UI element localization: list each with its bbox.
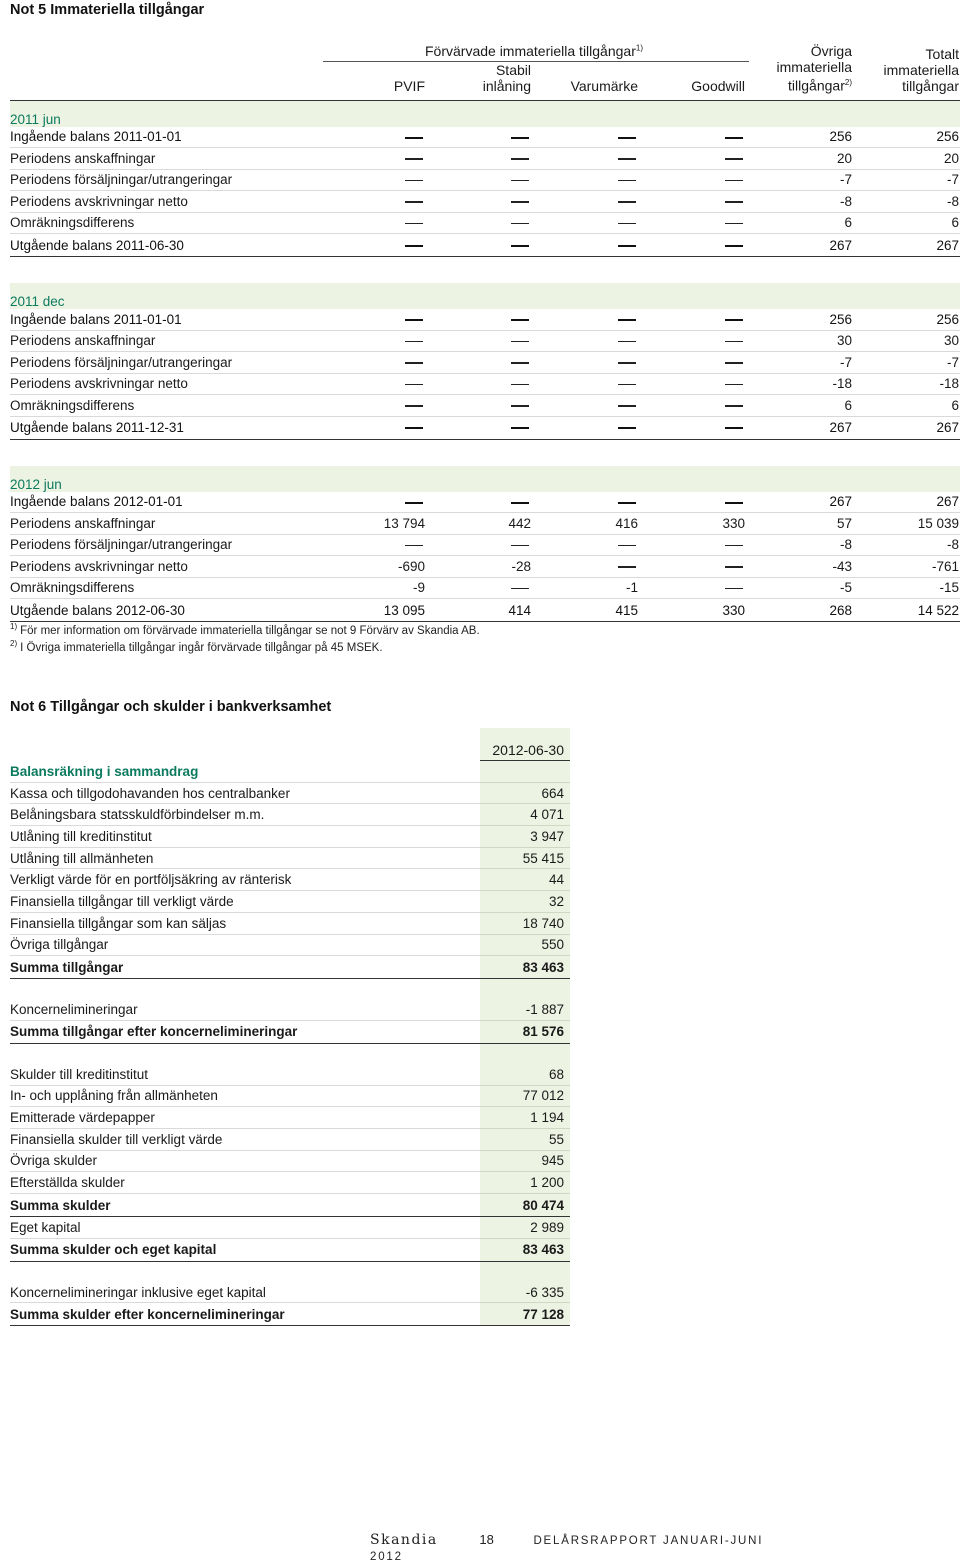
- section-gap: [10, 439, 960, 466]
- table-row: [10, 395, 960, 417]
- row-label: Utgående balans 2011-12-31: [10, 416, 323, 439]
- row-value: 945: [480, 1150, 570, 1172]
- value-cell: -690: [323, 556, 429, 578]
- row-value: 83 463: [480, 1238, 570, 1261]
- value-cell: -8: [749, 534, 856, 556]
- row-value: 83 463: [480, 956, 570, 979]
- table-row: [10, 599, 960, 622]
- dash-cell: [429, 395, 535, 417]
- dash-cell: [535, 373, 642, 395]
- row-label: Belåningsbara statsskuldförbindelser m.m.: [10, 804, 480, 826]
- value-cell: 330: [642, 599, 749, 622]
- value-cell: 415: [535, 599, 642, 622]
- dash-cell: [535, 148, 642, 170]
- value-cell: 267: [749, 234, 856, 257]
- dash-cell: [642, 148, 749, 170]
- dash-cell: [323, 534, 429, 556]
- dash-cell: [429, 309, 535, 330]
- dash-cell: [535, 127, 642, 148]
- dash-cell: [535, 352, 642, 374]
- value-cell: -5: [749, 577, 856, 599]
- row-value: 550: [480, 934, 570, 956]
- row-label: Periodens försäljningar/utrangeringar: [10, 352, 323, 374]
- value-cell: 6: [856, 395, 960, 417]
- row-label: Periodens avskrivningar netto: [10, 373, 323, 395]
- row-label: Utgående balans 2012-06-30: [10, 599, 323, 622]
- footnote-1: $^{1)}$ För mer information om förvärvade immateriella tillgångar se not 9 Förvärv av Skandia AB.: [10, 622, 480, 637]
- row-label: Summa tillgångar: [10, 956, 480, 979]
- dash-cell: [642, 395, 749, 417]
- table-row: [10, 1172, 570, 1194]
- row-value: 4 071: [480, 804, 570, 826]
- table-row: [10, 891, 570, 913]
- total-row: [10, 1020, 570, 1043]
- dash-cell: [535, 534, 642, 556]
- report-title: DELÅRSRAPPORT JANUARI-JUNI 2012: [370, 1535, 764, 1563]
- row-label: Koncernelimineringar inklusive eget kapital: [10, 1282, 480, 1303]
- dash-cell: [323, 191, 429, 213]
- value-cell: 267: [749, 492, 856, 513]
- col-stabil-inlaning: Stabil inlåning: [482, 62, 531, 94]
- value-cell: -18: [749, 373, 856, 395]
- row-label: Kassa och tillgodohavanden hos centralbanker: [10, 782, 480, 804]
- dash-cell: [429, 373, 535, 395]
- table-row: [10, 1064, 570, 1085]
- row-label: Ingående balans 2012-01-01: [10, 492, 323, 513]
- dash-cell: [642, 191, 749, 213]
- section-heading: Balansräkning i sammandrag: [10, 761, 480, 783]
- note5-table: [10, 40, 959, 622]
- value-cell: 256: [856, 309, 960, 330]
- value-cell: 256: [749, 309, 856, 330]
- table-row: [10, 1150, 570, 1172]
- dash-cell: [642, 492, 749, 513]
- dash-cell: [429, 352, 535, 374]
- dash-cell: [642, 212, 749, 234]
- row-label: Summa skulder efter koncernelimineringar: [10, 1303, 480, 1326]
- value-cell: 442: [429, 513, 535, 535]
- footnote-2: $^{2)}$ I Övriga immateriella tillgångar ingår förvärvade tillgångar på 45 MSEK.: [10, 639, 383, 654]
- table-row: [10, 416, 960, 439]
- dash-cell: [535, 191, 642, 213]
- value-cell: 414: [429, 599, 535, 622]
- page-footer: [370, 1532, 790, 1563]
- row-value: 3 947: [480, 826, 570, 848]
- table-row: [10, 127, 960, 148]
- date-header: 2012-06-30: [480, 728, 570, 761]
- dash-cell: [323, 212, 429, 234]
- row-label: Finansiella skulder till verkligt värde: [10, 1128, 480, 1150]
- dash-cell: [535, 212, 642, 234]
- value-cell: 267: [749, 416, 856, 439]
- row-label: Summa skulder och eget kapital: [10, 1238, 480, 1261]
- dash-cell: [642, 234, 749, 257]
- dash-cell: [323, 169, 429, 191]
- row-value: 1 200: [480, 1172, 570, 1194]
- value-cell: -18: [856, 373, 960, 395]
- table-row: [10, 1128, 570, 1150]
- col-ovriga: Övriga immateriella tillgångar$^{2)}$: [776, 43, 852, 94]
- row-label: Ingående balans 2011-01-01: [10, 127, 323, 148]
- spacer-row: [10, 1261, 570, 1282]
- dash-cell: [642, 330, 749, 352]
- table-row: [10, 1107, 570, 1129]
- dash-cell: [323, 234, 429, 257]
- spacer-row: [10, 1043, 570, 1064]
- table-row: [10, 782, 570, 804]
- row-label: Ingående balans 2011-01-01: [10, 309, 323, 330]
- dash-cell: [429, 169, 535, 191]
- dash-cell: [642, 416, 749, 439]
- dash-cell: [323, 330, 429, 352]
- note6-title: Not 6 Tillgångar och skulder i bankverksamhet: [10, 699, 332, 715]
- dash-cell: [535, 395, 642, 417]
- period-heading: 2011 jun: [10, 100, 323, 127]
- dash-cell: [323, 373, 429, 395]
- table-row: [10, 513, 960, 535]
- value-cell: 267: [856, 492, 960, 513]
- table-row: [10, 934, 570, 956]
- value-cell: 57: [749, 513, 856, 535]
- page-number: 18: [479, 1532, 494, 1547]
- value-cell: 30: [749, 330, 856, 352]
- value-cell: 6: [856, 212, 960, 234]
- value-cell: -43: [749, 556, 856, 578]
- table-row: [10, 847, 570, 869]
- value-cell: -7: [749, 352, 856, 374]
- period-heading-row: [10, 100, 960, 127]
- col-varumarke: Varumärke: [570, 78, 638, 94]
- value-cell: 30: [856, 330, 960, 352]
- table-row: [10, 212, 960, 234]
- value-cell: -7: [856, 169, 960, 191]
- row-label: Utlåning till kreditinstitut: [10, 826, 480, 848]
- row-value: -1 887: [480, 999, 570, 1020]
- table-row: [10, 191, 960, 213]
- value-cell: -1: [535, 577, 642, 599]
- row-value: 2 989: [480, 1217, 570, 1239]
- row-label: Övriga skulder: [10, 1150, 480, 1172]
- value-cell: -28: [429, 556, 535, 578]
- dash-cell: [323, 395, 429, 417]
- row-value: 664: [480, 782, 570, 804]
- value-cell: 15 039: [856, 513, 960, 535]
- dash-cell: [323, 416, 429, 439]
- row-label: Utgående balans 2011-06-30: [10, 234, 323, 257]
- col-goodwill: Goodwill: [691, 78, 745, 94]
- section-gap: [10, 257, 960, 284]
- row-label: Koncernelimineringar: [10, 999, 480, 1020]
- row-value: 18 740: [480, 912, 570, 934]
- row-label: Summa skulder: [10, 1194, 480, 1217]
- row-label: Periodens avskrivningar netto: [10, 191, 323, 213]
- value-cell: 256: [856, 127, 960, 148]
- period-heading: 2011 dec: [10, 283, 323, 309]
- table-row: [10, 869, 570, 891]
- dash-cell: [535, 492, 642, 513]
- row-label: Finansiella tillgångar som kan säljas: [10, 912, 480, 934]
- dash-cell: [429, 492, 535, 513]
- dash-cell: [429, 234, 535, 257]
- table-row: [10, 1085, 570, 1107]
- dash-cell: [535, 556, 642, 578]
- dash-cell: [535, 330, 642, 352]
- row-label: Eget kapital: [10, 1217, 480, 1239]
- dash-cell: [535, 234, 642, 257]
- row-label: In- och upplåning från allmänheten: [10, 1085, 480, 1107]
- value-cell: 6: [749, 395, 856, 417]
- table-row: [10, 556, 960, 578]
- value-cell: 330: [642, 513, 749, 535]
- row-label: Omräkningsdifferens: [10, 212, 323, 234]
- row-value: 77 128: [480, 1303, 570, 1326]
- period-heading-row: [10, 466, 960, 492]
- dash-cell: [642, 373, 749, 395]
- row-label: Periodens försäljningar/utrangeringar: [10, 534, 323, 556]
- row-label: Utlåning till allmänheten: [10, 847, 480, 869]
- row-label: Skulder till kreditinstitut: [10, 1064, 480, 1085]
- dash-cell: [429, 416, 535, 439]
- value-cell: 14 522: [856, 599, 960, 622]
- dash-cell: [642, 352, 749, 374]
- dash-cell: [323, 492, 429, 513]
- dash-cell: [535, 309, 642, 330]
- dash-cell: [429, 577, 535, 599]
- dash-cell: [323, 127, 429, 148]
- brand-logo: Skandia: [370, 1532, 438, 1548]
- value-cell: 20: [749, 148, 856, 170]
- row-label: Finansiella tillgångar till verkligt värde: [10, 891, 480, 913]
- row-value: 55: [480, 1128, 570, 1150]
- value-cell: -9: [323, 577, 429, 599]
- row-value: 32: [480, 891, 570, 913]
- dash-cell: [429, 127, 535, 148]
- row-value: 1 194: [480, 1107, 570, 1129]
- value-cell: 268: [749, 599, 856, 622]
- value-cell: -8: [856, 191, 960, 213]
- dash-cell: [323, 352, 429, 374]
- row-value: 81 576: [480, 1020, 570, 1043]
- table-row: [10, 826, 570, 848]
- total-row: [10, 1303, 570, 1326]
- dash-cell: [429, 534, 535, 556]
- dash-cell: [642, 169, 749, 191]
- row-label: Periodens anskaffningar: [10, 513, 323, 535]
- table-row: [10, 999, 570, 1020]
- table-row: [10, 352, 960, 374]
- value-cell: 256: [749, 127, 856, 148]
- table-row: [10, 492, 960, 513]
- table-row: [10, 330, 960, 352]
- table-row: [10, 1282, 570, 1303]
- period-heading-row: [10, 283, 960, 309]
- note6-table: [10, 728, 570, 1326]
- value-cell: -15: [856, 577, 960, 599]
- dash-cell: [429, 212, 535, 234]
- value-cell: -7: [856, 352, 960, 374]
- table-row: [10, 234, 960, 257]
- acquired-group-header: Förvärvade immateriella tillgångar$^{1)}$: [323, 40, 749, 62]
- value-cell: -761: [856, 556, 960, 578]
- value-cell: 267: [856, 234, 960, 257]
- row-value: 44: [480, 869, 570, 891]
- value-cell: 267: [856, 416, 960, 439]
- table-row: [10, 912, 570, 934]
- dash-cell: [535, 169, 642, 191]
- row-value: 80 474: [480, 1194, 570, 1217]
- dash-cell: [429, 330, 535, 352]
- total-row: [10, 956, 570, 979]
- value-cell: -8: [856, 534, 960, 556]
- total-row: [10, 1238, 570, 1261]
- value-cell: -8: [749, 191, 856, 213]
- period-heading: 2012 jun: [10, 466, 323, 492]
- value-cell: 13 794: [323, 513, 429, 535]
- table-row: [10, 309, 960, 330]
- row-label: Periodens avskrivningar netto: [10, 556, 323, 578]
- dash-cell: [535, 416, 642, 439]
- table-row: [10, 148, 960, 170]
- table-row: [10, 804, 570, 826]
- dash-cell: [323, 309, 429, 330]
- table-row: [10, 534, 960, 556]
- row-value: 55 415: [480, 847, 570, 869]
- value-cell: -7: [749, 169, 856, 191]
- row-label: Periodens försäljningar/utrangeringar: [10, 169, 323, 191]
- dash-cell: [642, 534, 749, 556]
- row-label: Omräkningsdifferens: [10, 577, 323, 599]
- dash-cell: [323, 148, 429, 170]
- row-value: 77 012: [480, 1085, 570, 1107]
- row-label: Efterställda skulder: [10, 1172, 480, 1194]
- value-cell: 20: [856, 148, 960, 170]
- table-row: [10, 577, 960, 599]
- dash-cell: [429, 148, 535, 170]
- row-value: -6 335: [480, 1282, 570, 1303]
- col-totalt: Totalt immateriella tillgångar: [883, 46, 959, 94]
- row-value: 68: [480, 1064, 570, 1085]
- dash-cell: [429, 191, 535, 213]
- spacer-row: [10, 979, 570, 1000]
- row-label: Emitterade värdepapper: [10, 1107, 480, 1129]
- note5-title: Not 5 Immateriella tillgångar: [10, 2, 205, 18]
- dash-cell: [642, 127, 749, 148]
- row-label: Omräkningsdifferens: [10, 395, 323, 417]
- row-label: Periodens anskaffningar: [10, 148, 323, 170]
- table-row: [10, 1217, 570, 1239]
- dash-cell: [642, 556, 749, 578]
- row-label: Periodens anskaffningar: [10, 330, 323, 352]
- dash-cell: [642, 309, 749, 330]
- table-row: [10, 373, 960, 395]
- value-cell: 6: [749, 212, 856, 234]
- dash-cell: [642, 577, 749, 599]
- total-row: [10, 1194, 570, 1217]
- col-pvif: PVIF: [393, 78, 425, 94]
- value-cell: 416: [535, 513, 642, 535]
- row-label: Övriga tillgångar: [10, 934, 480, 956]
- row-label: Summa tillgångar efter koncernelimineringar: [10, 1020, 480, 1043]
- table-row: [10, 169, 960, 191]
- value-cell: 13 095: [323, 599, 429, 622]
- row-label: Verkligt värde för en portföljsäkring av ränterisk: [10, 869, 480, 891]
